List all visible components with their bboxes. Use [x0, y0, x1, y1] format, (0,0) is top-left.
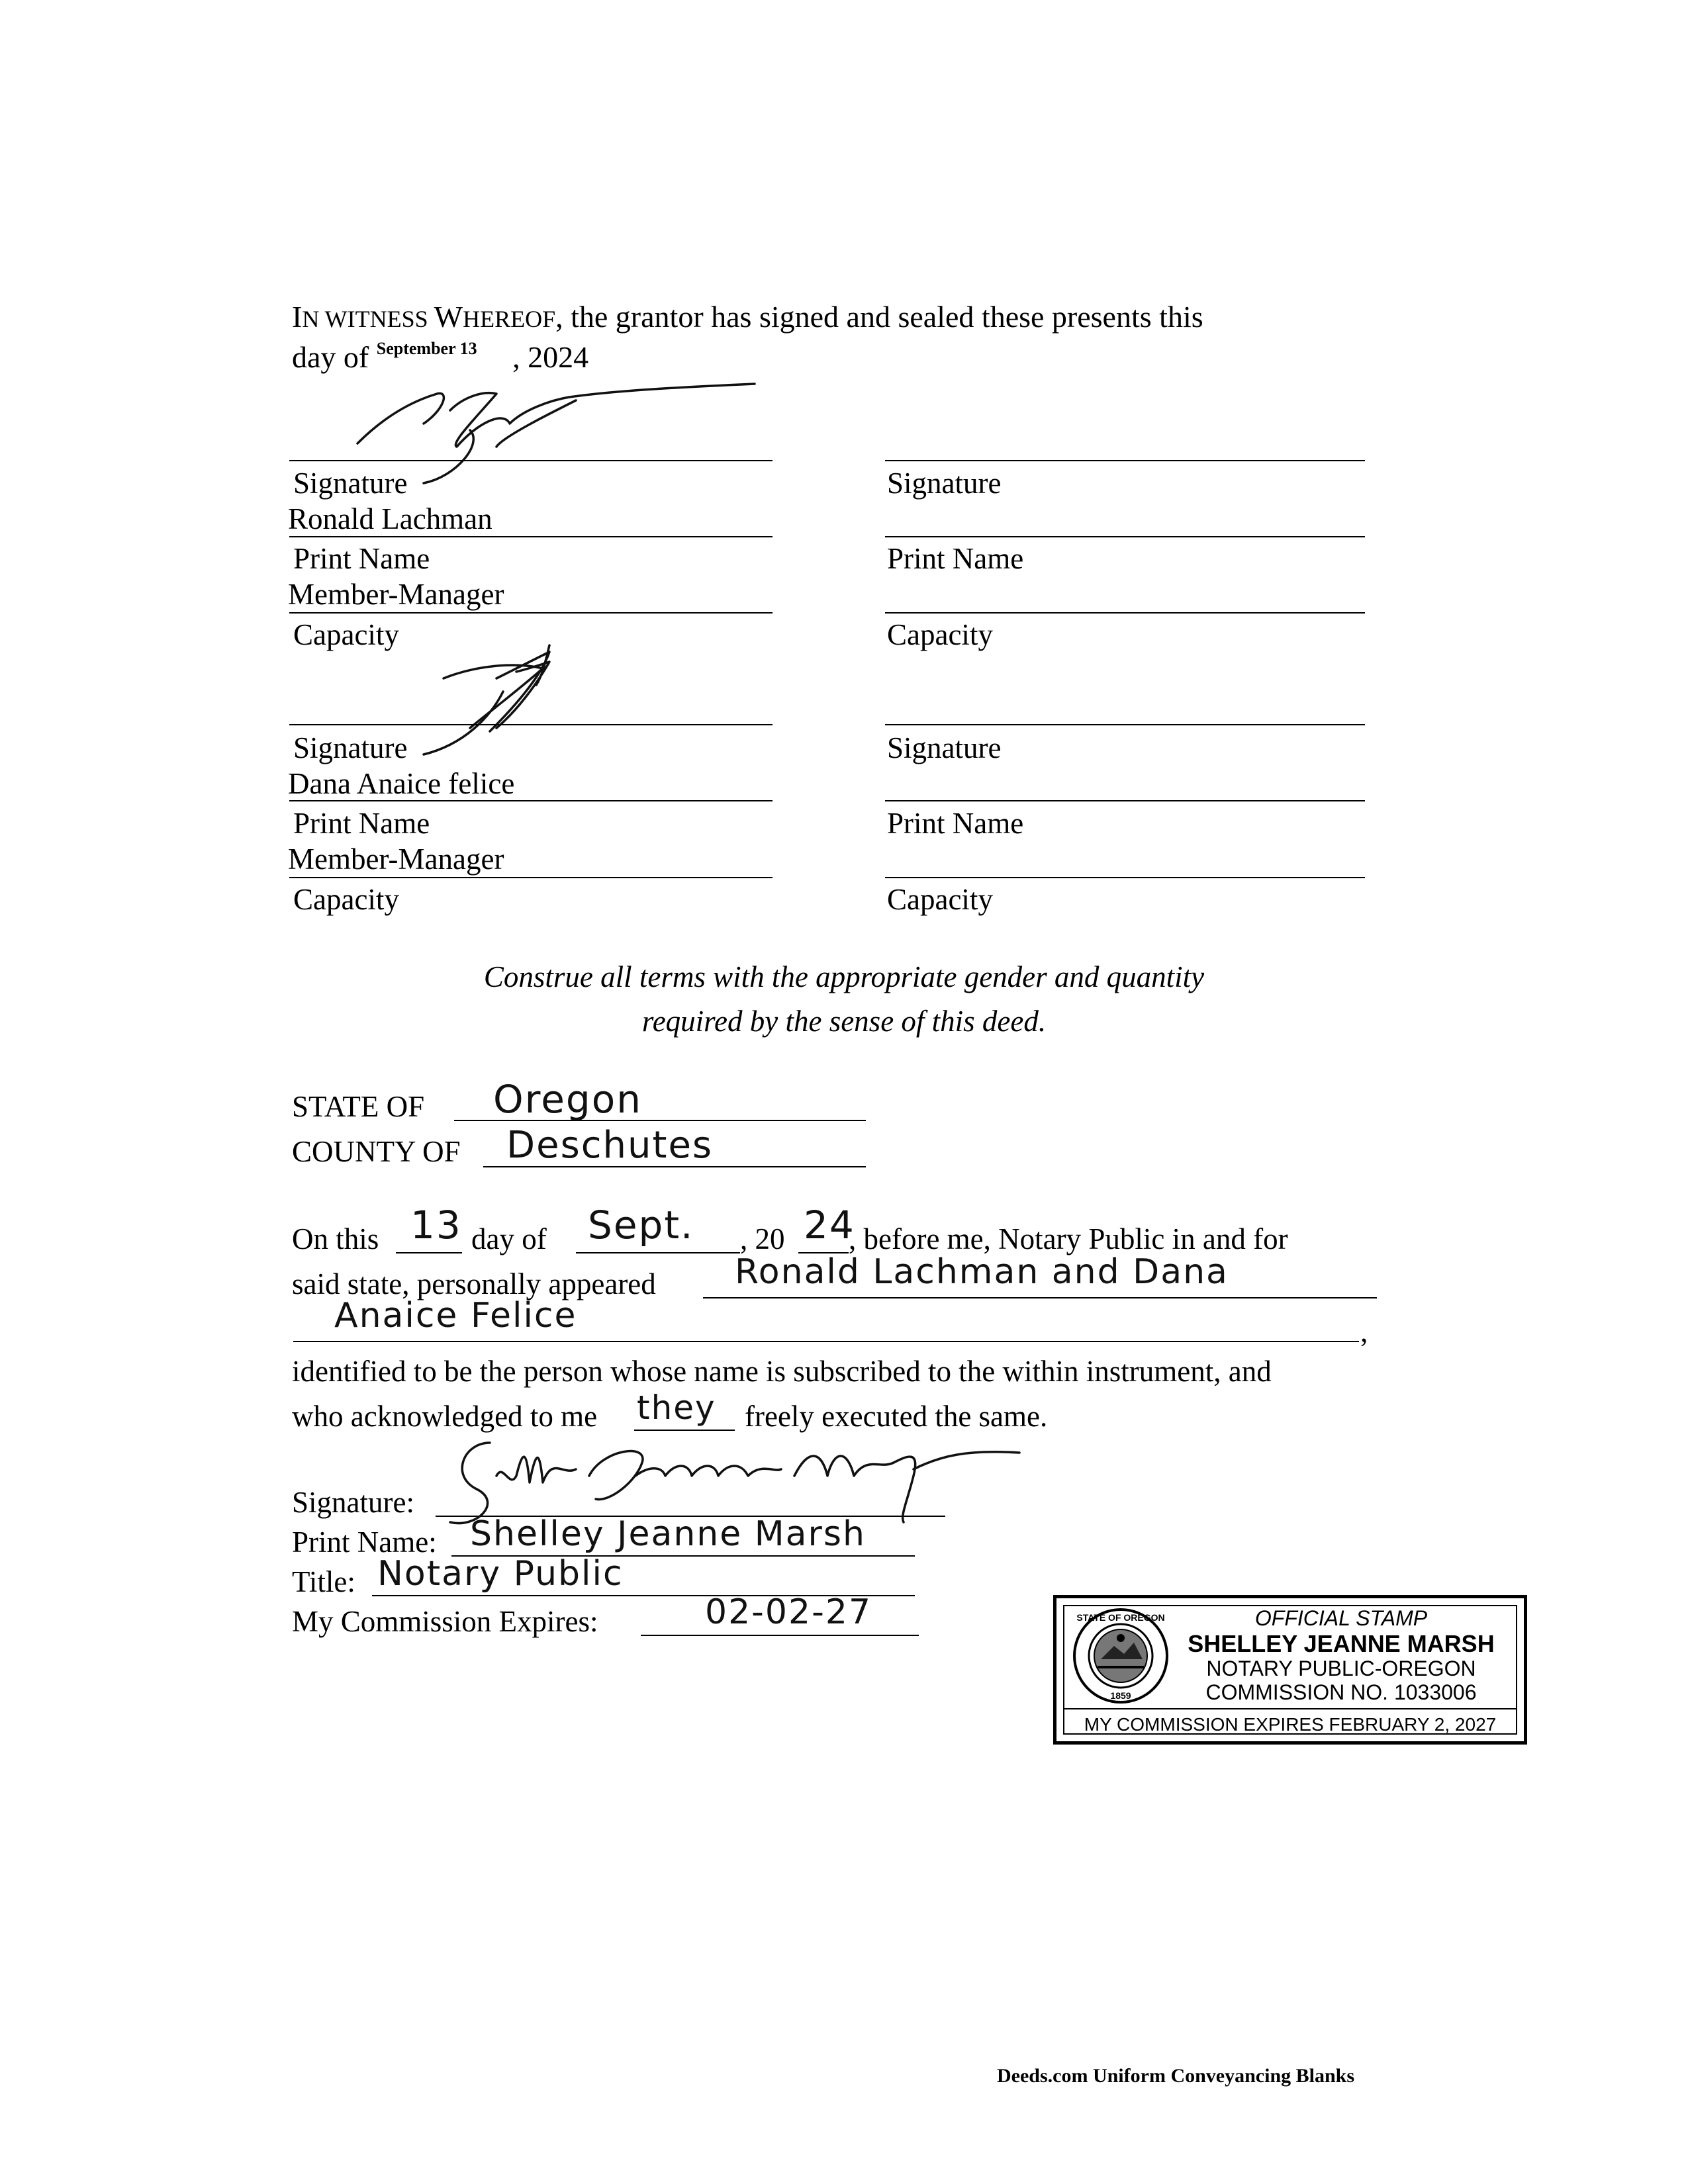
seal-year: 1859	[1110, 1690, 1131, 1701]
witness-date-value: September 13	[376, 339, 477, 358]
notary-signature-label: Signature:	[292, 1486, 414, 1519]
ack-day-line	[396, 1252, 462, 1253]
construe-note-line2: required by the sense of this deed.	[641, 1005, 1047, 1038]
signature-dana-anaice-felice	[417, 645, 576, 758]
stamp-expires: MY COMMISSION EXPIRES FEBRUARY 2, 2027	[1084, 1714, 1497, 1735]
signature-label-left-2: Signature	[293, 731, 408, 764]
notary-print-name-value: Shelley Jeanne Marsh	[470, 1514, 866, 1554]
ack-month-line	[576, 1252, 740, 1253]
witness-year-sep: , 20	[512, 340, 559, 374]
capacity-label-right-2: Capacity	[887, 883, 993, 916]
ack-who-acknowledged: who acknowledged to me	[292, 1400, 598, 1433]
ack-on-this: On this	[292, 1222, 379, 1255]
ack-year-value: 24	[804, 1203, 855, 1248]
notary-title-value: Notary Public	[377, 1554, 624, 1594]
ack-year-prefix: , 20	[740, 1222, 785, 1255]
signature-label-left-1: Signature	[293, 467, 408, 500]
notary-expires-label: My Commission Expires:	[292, 1605, 598, 1638]
signature-label-right-1: Signature	[887, 467, 1002, 500]
capacity-line-left-1	[289, 612, 773, 614]
capacity-label-left-1: Capacity	[293, 618, 399, 651]
signature-line-right-1	[885, 460, 1365, 461]
ack-pronoun-line	[634, 1430, 735, 1431]
stamp-commission: COMMISSION NO. 1033006	[1205, 1680, 1477, 1704]
print-name-line-right-1	[885, 536, 1365, 537]
witness-clause-line2	[292, 339, 588, 375]
witness-year-value: 24	[558, 340, 589, 374]
print-name-value-left-2: Dana Anaice felice	[288, 767, 515, 800]
oregon-state-seal-icon	[1071, 1606, 1170, 1706]
print-name-label-right-1: Print Name	[887, 542, 1024, 575]
print-name-label-right-2: Print Name	[887, 807, 1024, 840]
witness-clause-line1	[292, 299, 1203, 334]
ack-pronoun-value: they	[637, 1388, 716, 1427]
day-of-label: day of	[292, 340, 369, 374]
ack-names-line2: Anaice Felice	[334, 1296, 577, 1336]
ack-freely: freely executed the same.	[745, 1400, 1048, 1433]
county-of-value: Deschutes	[506, 1124, 714, 1167]
print-name-line-left-2	[289, 800, 773, 801]
ack-trailing-comma: ,	[1360, 1315, 1368, 1348]
signature-line-right-2	[885, 724, 1365, 725]
construe-note-line1: Construe all terms with the appropriate gender and quantity	[483, 960, 1205, 993]
notary-expires-value: 02-02-27	[705, 1592, 872, 1632]
state-of-value: Oregon	[493, 1077, 642, 1122]
witness-cap-i: I	[292, 300, 303, 334]
stamp-role: NOTARY PUBLIC-OREGON	[1206, 1657, 1476, 1680]
stamp-heading: OFFICIAL STAMP	[1254, 1606, 1428, 1630]
print-name-label-left-2: Print Name	[293, 807, 430, 840]
print-name-label-left-1: Print Name	[293, 542, 430, 575]
ack-day-of: day of	[471, 1222, 547, 1255]
print-name-line-right-2	[885, 800, 1365, 801]
witness-line1-rest: , the grantor has signed and sealed these presents this	[555, 300, 1203, 334]
signature-ronald-lachman	[351, 384, 761, 483]
ack-before-me: , before me, Notary Public in and for	[849, 1222, 1288, 1255]
ack-said-state: said state, personally appeared	[292, 1267, 656, 1300]
capacity-value-left-1: Member-Manager	[288, 578, 504, 611]
official-stamp	[1053, 1595, 1527, 1745]
capacity-value-left-2: Member-Manager	[288, 842, 504, 876]
witness-cap-w: W	[434, 300, 463, 334]
signature-label-right-2: Signature	[887, 731, 1002, 764]
county-of-label: COUNTY OF	[292, 1135, 461, 1168]
capacity-line-right-2	[885, 877, 1365, 878]
notary-print-name-label: Print Name:	[292, 1525, 437, 1559]
footer-text: Deeds.com Uniform Conveyancing Blanks	[997, 2065, 1355, 2087]
ack-names-line-2	[293, 1341, 1359, 1342]
stamp-divider	[1064, 1708, 1516, 1709]
signature-line-left-2	[289, 724, 773, 725]
capacity-label-left-2: Capacity	[293, 883, 399, 916]
notary-expires-line	[641, 1635, 919, 1636]
capacity-line-left-2	[289, 877, 773, 878]
ack-day-value: 13	[410, 1203, 462, 1248]
ack-identified: identified to be the person whose name is subscribed to the within instrument, and	[292, 1355, 1272, 1388]
signature-line-left-1	[289, 460, 773, 461]
ack-names-line-1	[703, 1297, 1377, 1298]
capacity-line-right-1	[885, 612, 1365, 614]
ack-names-line1: Ronald Lachman and Dana	[735, 1252, 1229, 1292]
print-name-value-left-1: Ronald Lachman	[288, 502, 492, 535]
ack-month-value: Sept.	[588, 1203, 694, 1248]
print-name-line-left-1	[289, 536, 773, 537]
state-of-label: STATE OF	[292, 1090, 425, 1123]
witness-small-2: HEREOF	[463, 306, 556, 332]
seal-text-top: STATE OF OREGON	[1076, 1612, 1165, 1623]
witness-small-1: N WITNESS	[302, 306, 434, 332]
capacity-label-right-1: Capacity	[887, 618, 993, 651]
stamp-name: SHELLEY JEANNE MARSH	[1188, 1630, 1495, 1657]
notary-title-label: Title:	[292, 1565, 355, 1598]
